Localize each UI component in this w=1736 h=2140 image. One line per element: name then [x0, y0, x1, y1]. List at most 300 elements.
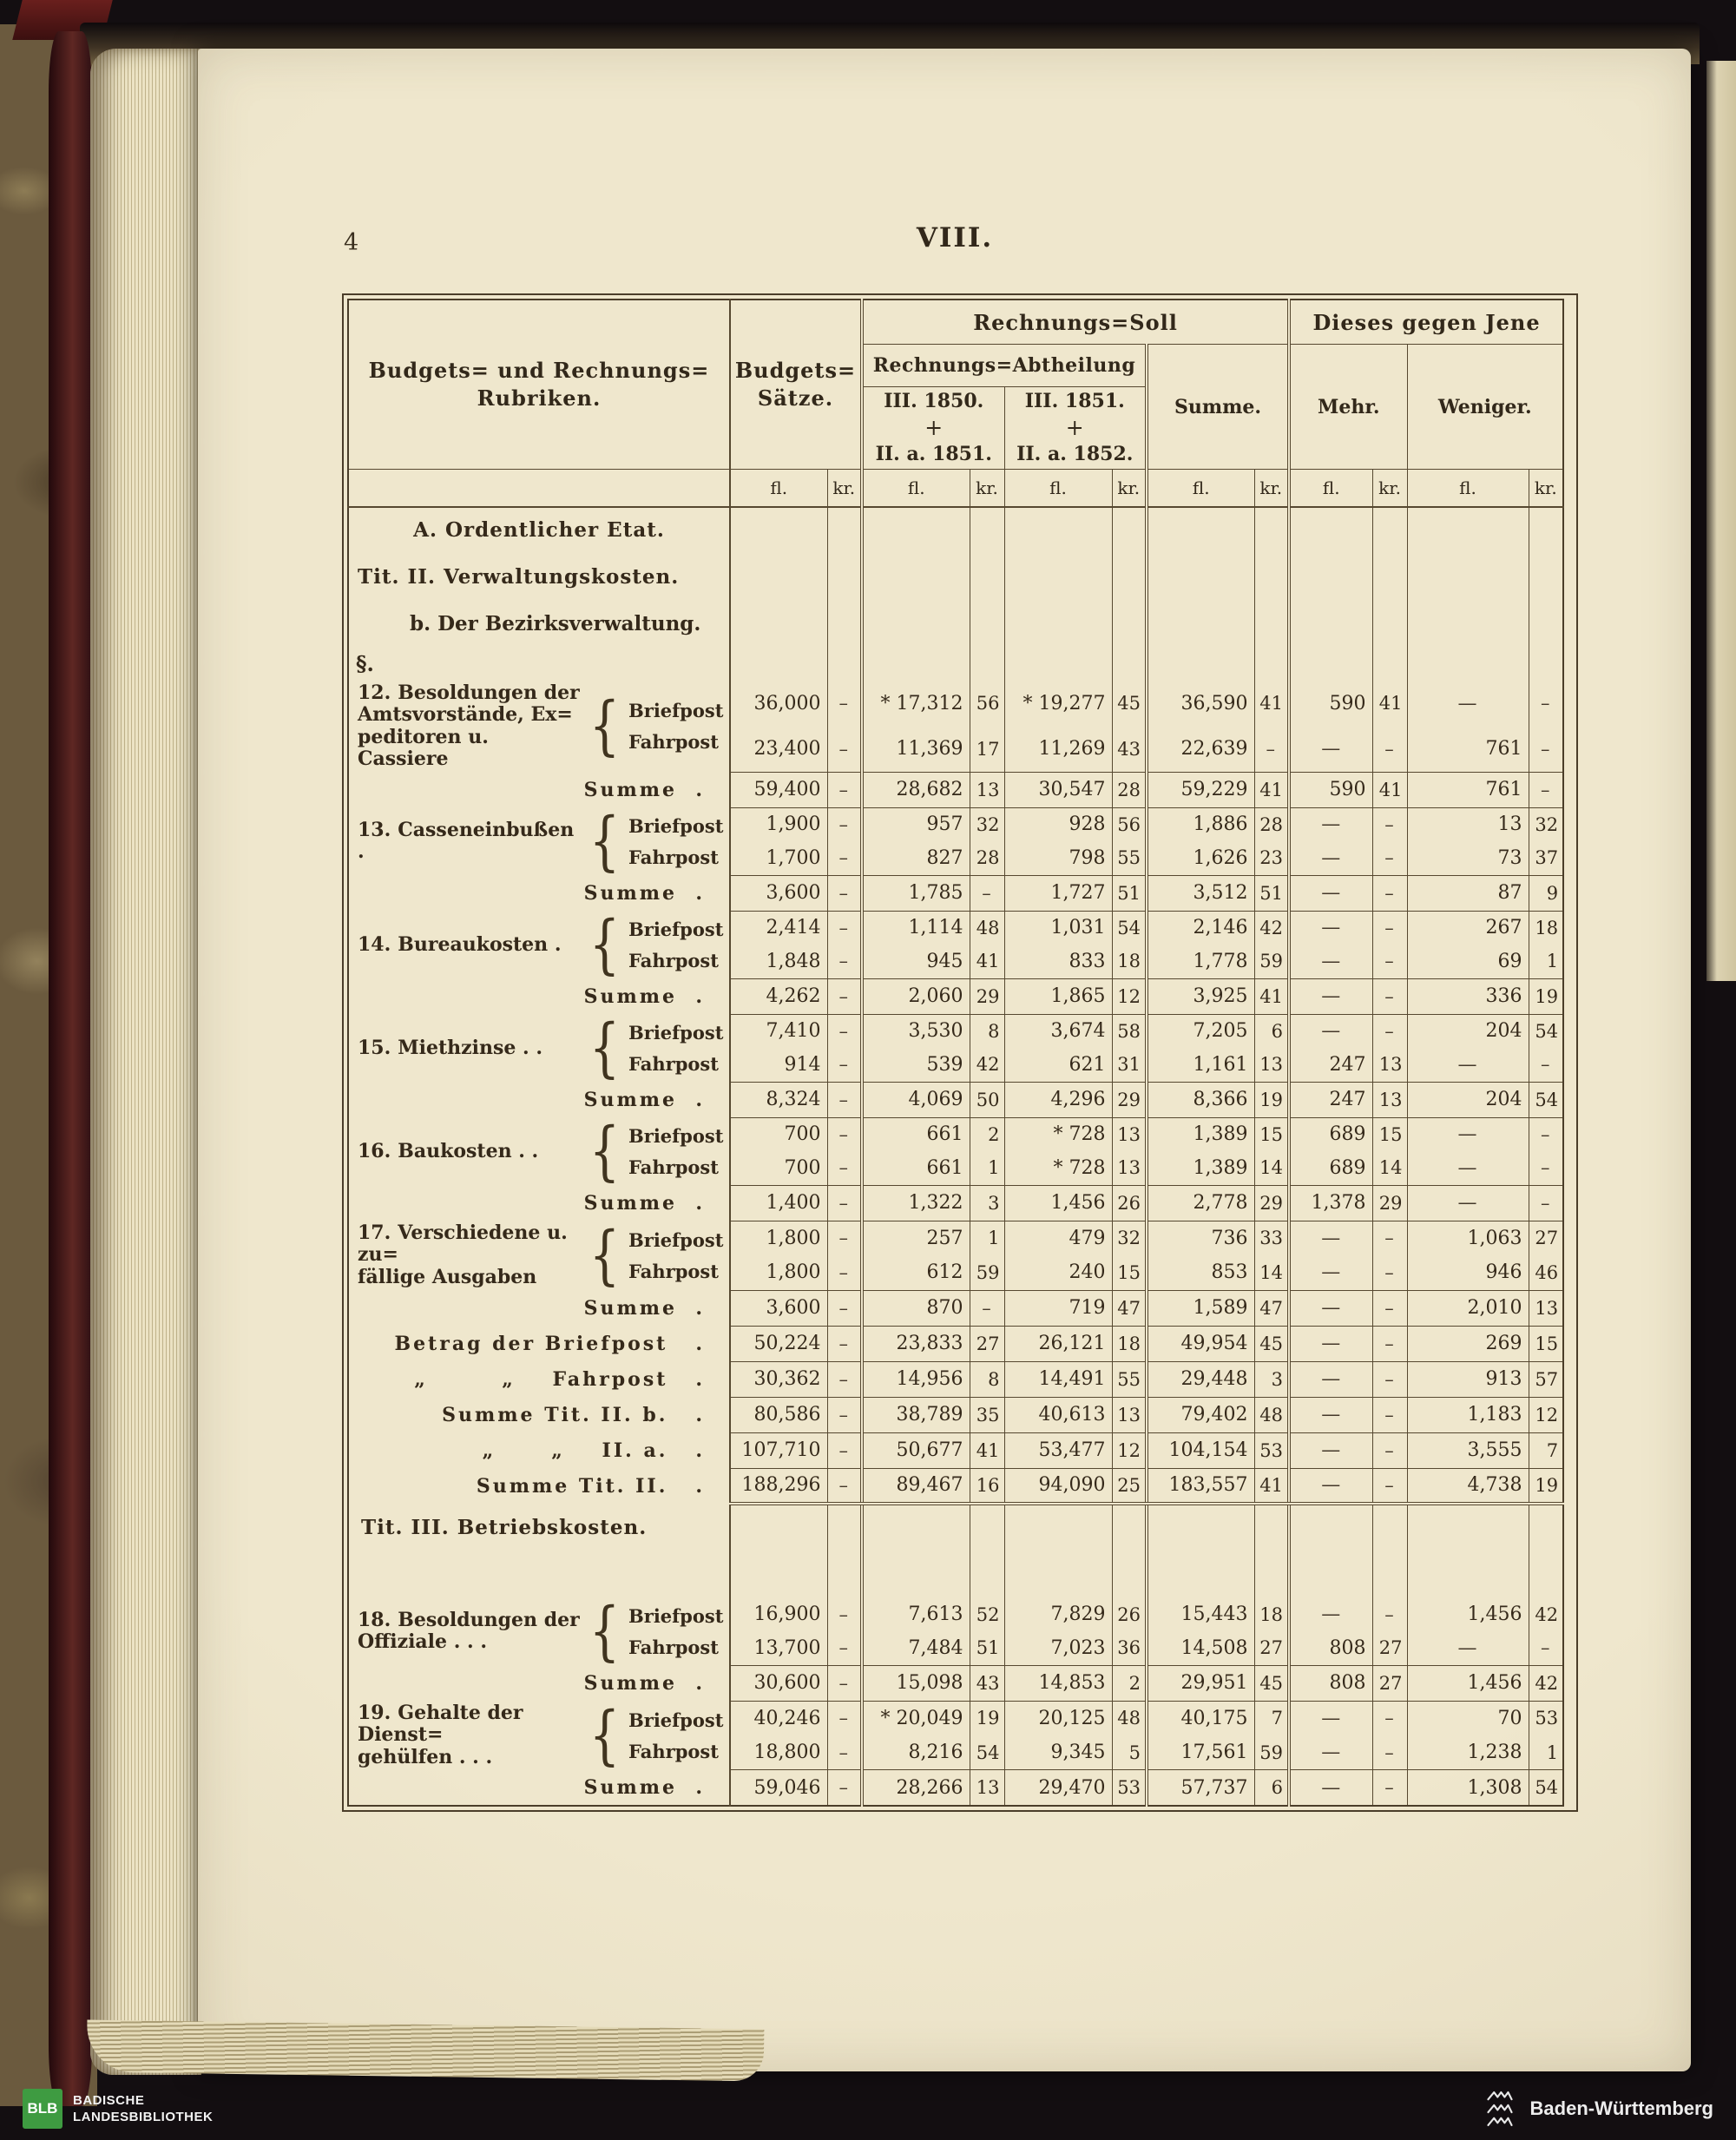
value-cell: – [970, 875, 1004, 911]
value-cell: 1,886 [1147, 807, 1254, 841]
value-cell: 183,557 [1147, 1468, 1254, 1504]
value-cell: 73 [1407, 841, 1529, 875]
summe-label: Summe . [583, 881, 705, 905]
value-cell: – [1372, 1221, 1407, 1255]
empty-cell [862, 552, 970, 601]
empty-cell [1407, 507, 1529, 552]
value-cell: 32 [1529, 807, 1563, 841]
sub-label: Fahrpost [628, 1636, 719, 1658]
value-cell: 1,900 [730, 807, 827, 841]
value-cell: 25 [1112, 1468, 1147, 1504]
value-cell: 3,530 [862, 1014, 970, 1048]
empty-cell [1407, 646, 1529, 681]
value-cell: 18 [1254, 1597, 1289, 1631]
empty-cell [730, 552, 827, 601]
value-cell: 2 [1112, 1665, 1147, 1701]
watermark-bar [0, 2077, 1736, 2140]
value-cell: 13 [1372, 1082, 1407, 1117]
value-cell: 590 [1289, 772, 1372, 807]
value-cell: – [827, 1468, 862, 1504]
value-cell: 43 [970, 1665, 1004, 1701]
empty-cell [1372, 552, 1407, 601]
item-name-line: 14. Bureaukosten . [358, 932, 562, 956]
value-cell: 3 [970, 1185, 1004, 1221]
value-cell: – [827, 1048, 862, 1082]
value-cell: 761 [1407, 727, 1529, 773]
value-cell: 13 [1407, 807, 1529, 841]
summe-row [348, 1082, 1563, 1117]
value-cell: 48 [1254, 1397, 1289, 1432]
value-cell: 257 [862, 1221, 970, 1255]
item-name-line: gehülfen . . . [358, 1745, 493, 1768]
value-cell: – [1529, 1048, 1563, 1082]
summe-label: Summe . [583, 778, 705, 801]
unit-kr: kr. [970, 470, 1004, 508]
section-label: A. Ordentlicher Etat. [413, 518, 665, 542]
value-cell: – [827, 1361, 862, 1397]
value-cell: * 728 [1004, 1117, 1112, 1151]
summe-row [348, 1665, 1563, 1701]
item-name [358, 1222, 581, 1288]
value-cell: 833 [1004, 945, 1112, 978]
value-cell: – [827, 1597, 862, 1631]
empty-cell [970, 646, 1004, 681]
empty-cell [1147, 601, 1254, 646]
value-cell: 27 [970, 1326, 1004, 1361]
value-cell: 38,789 [862, 1397, 970, 1432]
value-cell: 13 [1112, 1151, 1147, 1185]
value-cell: — [1289, 1361, 1372, 1397]
group-label [358, 807, 726, 876]
value-cell: 3,555 [1407, 1432, 1529, 1468]
item-name-line: 13. Casseneinbußen . [358, 818, 575, 864]
rubriken-line2: Rubriken. [477, 385, 602, 411]
group-label-cell [348, 1014, 730, 1082]
value-cell: – [827, 772, 862, 807]
data-row [348, 1701, 1563, 1735]
value-cell: – [1372, 807, 1407, 841]
brace-glyph: { [589, 911, 621, 979]
value-cell: — [1289, 1597, 1372, 1631]
value-cell: — [1289, 911, 1372, 945]
empty-cell [1112, 1504, 1147, 1597]
value-cell: 17,561 [1147, 1735, 1254, 1770]
value-cell: 661 [862, 1117, 970, 1151]
group-label [358, 911, 726, 979]
empty-cell [1112, 507, 1147, 552]
value-cell: 57,737 [1147, 1770, 1254, 1806]
book-page [198, 49, 1691, 2071]
value-cell: 13 [970, 1770, 1004, 1806]
group-label [358, 1117, 726, 1186]
value-cell: 27 [1372, 1665, 1407, 1701]
value-cell: 7,410 [730, 1014, 827, 1048]
group-label-cell [348, 1117, 730, 1185]
value-cell: 59,046 [730, 1770, 827, 1806]
total-label: „ „ II. a. . [482, 1439, 705, 1462]
value-cell: 1,626 [1147, 841, 1254, 875]
value-cell: 13 [1112, 1117, 1147, 1151]
section-row [348, 507, 1563, 552]
value-cell: 247 [1289, 1048, 1372, 1082]
data-row [348, 911, 1563, 945]
value-cell: 54 [1529, 1770, 1563, 1806]
item-name-line: peditoren u. Cassiere [358, 725, 489, 770]
empty-cell [827, 552, 862, 601]
value-cell: 19 [1254, 1082, 1289, 1117]
value-cell: 2,146 [1147, 911, 1254, 945]
item-number: 16. [358, 1139, 391, 1162]
brace-glyph: { [589, 1221, 621, 1291]
value-cell: 23 [1254, 841, 1289, 875]
units-label-spacer [348, 470, 730, 508]
summe-label: Summe . [583, 984, 705, 1008]
unit-fl: fl. [1289, 470, 1372, 508]
value-cell: 17 [970, 727, 1004, 773]
empty-cell [1147, 1504, 1254, 1597]
data-row [348, 681, 1563, 727]
value-cell: 689 [1289, 1151, 1372, 1185]
value-cell: – [827, 1701, 862, 1735]
value-cell: 51 [1254, 875, 1289, 911]
empty-cell [1147, 552, 1254, 601]
item-name [358, 820, 581, 864]
value-cell: — [1289, 807, 1372, 841]
value-cell: – [827, 1770, 862, 1806]
empty-cell [1529, 552, 1563, 601]
bottom-page-stack [87, 2020, 765, 2082]
period1-line2: II. a. 1851. [875, 443, 992, 466]
value-cell: 31 [1112, 1048, 1147, 1082]
value-cell: 700 [730, 1117, 827, 1151]
value-cell: 3,600 [730, 875, 827, 911]
section-label: §. [356, 650, 374, 676]
item-name-line: Amtsvorstände, Ex= [358, 703, 573, 727]
value-cell: 13,700 [730, 1631, 827, 1665]
value-cell: 40,246 [730, 1701, 827, 1735]
value-cell: 51 [970, 1631, 1004, 1665]
item-name [358, 1610, 581, 1654]
value-cell: 798 [1004, 841, 1112, 875]
col-header-period2 [1004, 387, 1147, 470]
empty-cell [1254, 601, 1289, 646]
value-cell: 240 [1004, 1255, 1112, 1290]
item-name-line: 12. Besoldungen der [358, 682, 580, 704]
plus-sign: + [1065, 414, 1084, 440]
value-cell: 1,114 [862, 911, 970, 945]
value-cell: — [1289, 1432, 1372, 1468]
value-cell: 7,829 [1004, 1597, 1112, 1631]
value-cell: 55 [1112, 841, 1147, 875]
blb-label-line2: LANDESBIBLIOTHEK [73, 2110, 214, 2124]
value-cell: 20,125 [1004, 1701, 1112, 1735]
budget-table [347, 299, 1564, 1807]
value-cell: 7,205 [1147, 1014, 1254, 1048]
value-cell: 80,586 [730, 1397, 827, 1432]
item-number: 14. [358, 932, 391, 956]
value-cell: 1,589 [1147, 1290, 1254, 1326]
summe-row [348, 875, 1563, 911]
empty-cell [1407, 1504, 1529, 1597]
value-cell: – [827, 1290, 862, 1326]
value-cell: — [1407, 1048, 1529, 1082]
sub-label: Briefpost [628, 918, 724, 940]
value-cell: 1 [1529, 945, 1563, 978]
value-cell: 59,400 [730, 772, 827, 807]
value-cell: – [1372, 1770, 1407, 1806]
value-cell: 33 [1254, 1221, 1289, 1255]
value-cell: 4,069 [862, 1082, 970, 1117]
value-cell: 32 [1112, 1221, 1147, 1255]
value-cell: 8,366 [1147, 1082, 1254, 1117]
bw-watermark [1480, 2089, 1713, 2129]
blb-logo: BLB [23, 2089, 62, 2129]
value-cell: – [827, 1326, 862, 1361]
value-cell: 27 [1529, 1221, 1563, 1255]
value-cell: 1,378 [1289, 1185, 1372, 1221]
value-cell: — [1289, 1701, 1372, 1735]
value-cell: – [1529, 1151, 1563, 1185]
period2-line1: III. 1851. [1024, 390, 1125, 413]
empty-cell [1112, 552, 1147, 601]
value-cell: 16 [970, 1468, 1004, 1504]
sub-labels [628, 1017, 726, 1079]
value-cell: 94,090 [1004, 1468, 1112, 1504]
col-header-period1 [862, 387, 1004, 470]
value-cell: 29,470 [1004, 1770, 1112, 1806]
value-cell: 36 [1112, 1631, 1147, 1665]
total-row [348, 1326, 1563, 1361]
unit-fl: fl. [862, 470, 970, 508]
value-cell: 30,362 [730, 1361, 827, 1397]
book-spine [49, 31, 92, 2106]
group-label-cell [348, 911, 730, 978]
group-label [358, 1014, 726, 1083]
section-label: b. Der Bezirksverwaltung. [410, 611, 701, 635]
value-cell: — [1289, 1326, 1372, 1361]
value-cell: 1,238 [1407, 1735, 1529, 1770]
value-cell: 3,512 [1147, 875, 1254, 911]
value-cell: 1,727 [1004, 875, 1112, 911]
sub-labels [628, 695, 726, 758]
value-cell: 2 [970, 1117, 1004, 1151]
value-cell: 946 [1407, 1255, 1529, 1290]
value-cell: – [1372, 841, 1407, 875]
value-cell: – [1372, 1432, 1407, 1468]
value-cell: 719 [1004, 1290, 1112, 1326]
value-cell: 28 [1112, 772, 1147, 807]
empty-cell [1372, 646, 1407, 681]
empty-cell [1407, 552, 1529, 601]
value-cell: 28 [1254, 807, 1289, 841]
value-cell: 40,613 [1004, 1397, 1112, 1432]
value-cell: 23,833 [862, 1326, 970, 1361]
value-cell: 87 [1407, 875, 1529, 911]
value-cell: 1,308 [1407, 1770, 1529, 1806]
value-cell: – [827, 1432, 862, 1468]
value-cell: – [827, 978, 862, 1014]
value-cell: 913 [1407, 1361, 1529, 1397]
value-cell: – [1372, 1597, 1407, 1631]
section-row [348, 552, 1563, 601]
summe-label: Summe . [583, 1191, 705, 1215]
value-cell: 50,677 [862, 1432, 970, 1468]
value-cell: – [1372, 1397, 1407, 1432]
empty-cell [1004, 1504, 1112, 1597]
value-cell: 7,484 [862, 1631, 970, 1665]
value-cell: 13 [1112, 1397, 1147, 1432]
value-cell: 49,954 [1147, 1326, 1254, 1361]
total-label: „ „ Fahrpost . [414, 1367, 705, 1391]
brace-glyph: { [589, 807, 621, 876]
value-cell: 14,491 [1004, 1361, 1112, 1397]
value-cell: 89,467 [862, 1468, 970, 1504]
value-cell: — [1289, 1255, 1372, 1290]
item-name-line: 18. Besoldungen der [358, 1608, 580, 1631]
value-cell: 7,613 [862, 1597, 970, 1631]
value-cell: 56 [970, 681, 1004, 727]
value-cell: 13 [1529, 1290, 1563, 1326]
unit-fl: fl. [1147, 470, 1254, 508]
value-cell: 853 [1147, 1255, 1254, 1290]
value-cell: 26 [1112, 1185, 1147, 1221]
empty-cell [1254, 1504, 1289, 1597]
value-cell: 42 [1254, 911, 1289, 945]
saetze-line2: Sätze. [757, 385, 834, 411]
value-cell: 14 [1254, 1255, 1289, 1290]
value-cell: 957 [862, 807, 970, 841]
section-row [348, 601, 1563, 646]
value-cell: 914 [730, 1048, 827, 1082]
value-cell: 19 [1529, 1468, 1563, 1504]
value-cell: 107,710 [730, 1432, 827, 1468]
value-cell: 8,324 [730, 1082, 827, 1117]
sub-label: Briefpost [628, 700, 724, 722]
value-cell: 5 [1112, 1735, 1147, 1770]
value-cell: 13 [1254, 1048, 1289, 1082]
col-header-rubriken [348, 300, 730, 470]
value-cell: 9,345 [1004, 1735, 1112, 1770]
blb-watermark [23, 2089, 213, 2129]
value-cell: 3,674 [1004, 1014, 1112, 1048]
col-header-budgets-saetze [730, 300, 862, 470]
value-cell: 51 [1112, 875, 1147, 911]
value-cell: 12 [1112, 1432, 1147, 1468]
group-label [358, 1221, 726, 1291]
value-cell: 42 [970, 1048, 1004, 1082]
empty-cell [1254, 507, 1289, 552]
value-cell: 79,402 [1147, 1397, 1254, 1432]
col-header-mehr: Mehr. [1289, 345, 1407, 470]
col-header-dieses-gegen-jene: Dieses gegen Jene [1289, 300, 1563, 345]
value-cell: 689 [1289, 1117, 1372, 1151]
value-cell: 3,600 [730, 1290, 827, 1326]
empty-cell [1004, 507, 1112, 552]
value-cell: – [1254, 727, 1289, 773]
value-cell: 14 [1372, 1151, 1407, 1185]
value-cell: – [1372, 727, 1407, 773]
data-row [348, 1597, 1563, 1631]
value-cell: 1,456 [1407, 1597, 1529, 1631]
value-cell: 48 [1112, 1701, 1147, 1735]
total-label: Summe Tit. II. b. . [442, 1403, 705, 1426]
empty-cell [1004, 552, 1112, 601]
value-cell: 736 [1147, 1221, 1254, 1255]
bw-antlers-icon [1480, 2089, 1520, 2129]
empty-cell [827, 601, 862, 646]
value-cell: 36,000 [730, 681, 827, 727]
value-cell: 58 [1112, 1014, 1147, 1048]
value-cell: 945 [862, 945, 970, 978]
table-body [348, 507, 1563, 1806]
value-cell: — [1289, 1468, 1372, 1504]
value-cell: – [1372, 1326, 1407, 1361]
value-cell: — [1289, 841, 1372, 875]
section-row [348, 646, 1563, 681]
summe-label: Summe . [583, 1296, 705, 1320]
value-cell: 612 [862, 1255, 970, 1290]
value-cell: 48 [970, 911, 1004, 945]
empty-cell [1289, 507, 1372, 552]
value-cell: 23,400 [730, 727, 827, 773]
value-cell: 1,389 [1147, 1151, 1254, 1185]
value-cell: 7 [1254, 1701, 1289, 1735]
sub-label: Briefpost [628, 1124, 724, 1147]
value-cell: – [1372, 1468, 1407, 1504]
group-label [358, 1702, 726, 1768]
value-cell: 18,800 [730, 1735, 827, 1770]
value-cell: 1,389 [1147, 1117, 1254, 1151]
value-cell: 7 [1529, 1432, 1563, 1468]
value-cell: 1,778 [1147, 945, 1254, 978]
sub-labels [628, 810, 726, 872]
sub-label: Fahrpost [628, 1740, 719, 1762]
units-row [348, 470, 1563, 508]
empty-cell [1289, 552, 1372, 601]
unit-kr: kr. [1529, 470, 1563, 508]
value-cell: 6 [1254, 1014, 1289, 1048]
value-cell: — [1407, 1185, 1529, 1221]
page-number: 4 [344, 229, 359, 256]
empty-cell [730, 646, 827, 681]
value-cell: 15 [1372, 1117, 1407, 1151]
sub-label: Fahrpost [628, 949, 719, 971]
value-cell: 54 [970, 1735, 1004, 1770]
value-cell: 59 [1254, 1735, 1289, 1770]
value-cell: – [827, 945, 862, 978]
value-cell: 42 [1529, 1665, 1563, 1701]
page-heading: VIII. [916, 222, 994, 254]
value-cell: — [1289, 1397, 1372, 1432]
period1-line1: III. 1850. [884, 390, 984, 413]
empty-cell [1147, 507, 1254, 552]
blb-label-line1: BADISCHE [73, 2092, 145, 2108]
value-cell: – [1372, 911, 1407, 945]
sub-labels [628, 1704, 726, 1767]
value-cell: 50,224 [730, 1326, 827, 1361]
value-cell: 57 [1529, 1361, 1563, 1397]
value-cell: 6 [1254, 1770, 1289, 1806]
value-cell: 15,098 [862, 1665, 970, 1701]
value-cell: 19 [970, 1701, 1004, 1735]
value-cell: 54 [1529, 1014, 1563, 1048]
value-cell: – [1372, 1701, 1407, 1735]
value-cell: 41 [1372, 772, 1407, 807]
value-cell: 336 [1407, 978, 1529, 1014]
value-cell: 53 [1529, 1701, 1563, 1735]
summe-label: Summe . [583, 1088, 705, 1111]
group-label-cell [348, 1221, 730, 1290]
